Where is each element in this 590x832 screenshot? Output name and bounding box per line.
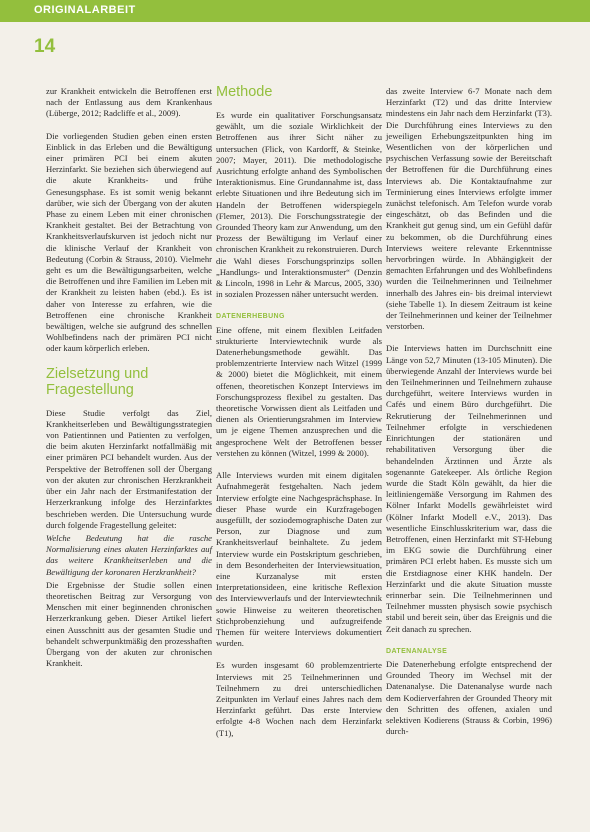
section-banner <box>0 0 590 22</box>
subheading-data-collection: DATENERHEBUNG <box>216 313 285 321</box>
column-1 <box>46 86 212 680</box>
paragraph: Die Ergebnisse der Studie sollen einen theoretischen Beitrag zur Versorgung von Menschen mit einer beginnenden chronischen Herzerkrankung geben. Dieser Artikel liefert einen Ausschnitt aus der gesamten Studie und behandelt schwerpunktmäßig den prozesshaften Übergang von der akuten zur chronischen Krankheit. <box>46 579 212 669</box>
column-2 <box>216 86 382 750</box>
section-label: ORIGINALARBEIT <box>34 4 136 16</box>
subheading-data-analysis: DATENANALYSE <box>386 647 448 655</box>
paragraph: Alle Interviews wurden mit einem digitalen Aufnahmegerät festgehalten. Nach jedem Interview erfolgte eine Nachgesprächsphase. In dieser Phase wurde ein Kurzfragebogen ausgefüllt, der soziodemographische Daten zur Person, zur Diagnose und zum Krankheitsverlauf beinhaltete. Zu jedem Interview wurde ein Postskriptum geschrieben, in dem Besonderheiten der Interviewsituation, eine Kurzanalyse mit ersten Interpretationsideen, eine kritische Reflexion des Interviewverlaufs und der Interviewtechnik sowie Hinweise zu weiteren theoretischen Stichprobenziehung und aufzugreifende Themen für weitere Interviews dokumentiert wurden. <box>216 470 382 649</box>
column-3 <box>386 86 552 748</box>
paragraph: das zweite Interview 6-7 Monate nach dem Herzinfarkt (T2) und das dritte Interview mindestens ein Jahr nach dem Herzinfarkt (T3). Die Durchführung eines Interviews zu den jeweiligen Erhebungszeitpunkten hing im Wesentlichen von der körperlichen und psychischen Verfassung sowie der Bereitschaft der Betroffenen für die Durchführung eines Interviews ab. Die Kontaktaufnahme zur Terminierung eines Interviews erfolgte immer zunächst telefonisch. Am Telefon wurde vorab eingeschätzt, ob das Befinden und die Krankheit gut genug sind, um ein Gefühl dafür zu bekommen, ob die Durchführung eines Interviews weitere relevante Erkenntnisse hervorbringen würde. In Abhängigkeit der gemachten Erfahrungen und des Wohlbefindens wurden die Teilnehmerinnen und Teilnehmer innerhalb des Jahres ein- bis dreimal interviewt (siehe Tabelle 1). In diesem Zeitraum ist keine der Teilnehmerinnen und keiner der Teilnehmer verstorben. <box>386 86 552 332</box>
paragraph: Diese Studie verfolgt das Ziel, Krankheitserleben und Bewältigungsstrategien von Patientinnen und Patienten zu verfolgen, die beim akuten Herzinfarkt notfallmäßig mit einer primären PCI behandelt wurden. Aus der Perspektive der Betroffenen soll der Übergang von der akuten zur chronischen Herzkrankheit über ein Jahr nach der Erstmanifestation der Herzerkrankung infolge des Herzinfarktes beschrieben werden. Die Untersuchung wurde durch folgende Fragestellung geleitet: <box>46 407 212 530</box>
paragraph: Die vorliegenden Studien geben einen ersten Einblick in das Erleben und die Bewältigung einer primären PCI bei einem akuten Herzinfarkt. Sie beziehen sich überwiegend auf die akute Krankheits- und frühe Genesungsphase. Es ist somit wenig bekannt darüber, wie sich der Übergang von der akuten Phase zu einem Leben mit einer chronischen Krankheit gestaltet. Bei der Betrachtung von Krankheitsverlaufskurven ist jedoch nicht nur die klinische Verlauf der Krankheit von Bedeutung (Corbin & Strauss, 2010). Vielmehr geht es um die Bewältigungsarbeiten, welche die Betroffenen und ihre Familien im Leben mit der Krankheit zu leisten haben (ebd.). Es ist daher von Interesse zu erfahren, wie die Betroffenen eine chronische Krankheit bewältigen, welche sie aufgrund des schnellen Wohlbefindens nach der primären PCI nicht oder kaum körperlich erleben. <box>46 130 212 354</box>
paragraph: Es wurden insgesamt 60 problemzentrierte Interviews mit 25 Teilnehmerinnen und Teilnehmern zu drei unterschiedlichen Zeitpunkten im Verlauf eines Jahres nach dem Herzinfarkt geführt. Das erste Interview erfolgte 4-8 Wochen nach dem Herzinfarkt (T1), <box>216 660 382 738</box>
section-heading-objective: Zielsetzung und Fragestellung <box>46 365 149 398</box>
section-heading-method: Methode <box>216 84 273 100</box>
paragraph: Es wurde ein qualitativer Forschungsansatz gewählt, um die soziale Wirklichkeit der Betroffenen aus ihrer Sicht näher zu untersuchen (Flick, von Kardorff, & Steinke, 2007; Mayer, 2011). Die methodologische Ausrichtung erfolgte anhand des Symbolischen Interaktionismus. Eine Grundannahme ist, dass erlebte Situationen und ihre Bedeutung sich im Handeln der Betroffenen widerspiegeln (Flemer, 2013). Die Forschungsstrategie der Grounded Theory kam zur Anwendung, um den Prozess der Bewältigung im Verlauf einer chronischen Krankheit zu rekonstruieren. Durch die Wahl dieses Forschungsprinzips sollen „Handlungs- und Interaktionsmuster“ (Denzin & Lincoln, 1998 in Lehr & Marcus, 2005, 330) in sozialen Prozessen näher untersucht werden. <box>216 110 382 300</box>
paragraph: Eine offene, mit einem flexiblen Leitfaden strukturierte Interviewtechnik wurde als Datenerhebungsmethode gewählt. Das problemzentrierte Interview nach Witzel (1999 & 2000) bietet die Möglichkeit, mit einem offenen, theoretischen Konzept Interviews im Forschungsprozess flexibel zu gestalten. Das theoretische Vorwissen dient als Leitfaden und dienen als Orientierungsrahmen im Interview um je eigene Themen anzusprechen und die angesprochene Welt der Betroffenen besser verstehen zu können (Witzel, 1999 & 2000). <box>216 324 382 458</box>
paragraph: Die Interviews hatten im Durchschnitt eine Länge von 52,7 Minuten (13-105 Minuten). Die überwiegende Anzahl der Interviews wurde bei den Teilnehmerinnen und Teilnehmern zuhause durchgeführt, weitere Interviews wurden in Cafés und einem Büro durchgeführt. Die Rekrutierung der Teilnehmerinnen und Teilnehmer erfolgte in verschiedenen Einrichtungen der stationären und rehabilitativen Versorgung über die behandelnden Ärztinnen und Ärzte als sogenannte Gatekeeper. Als örtliche Region wurde die Stadt Köln gewählt, da hier die leitliniengemäße Versorgung im Rahmen des Kölner Infarkt Modells gewährleistet wird (Kölner Infarkt Modell e.V., 2013). Das wesentliche Einschlusskriterium war, dass die Betroffenen, einen Herzinfarkt mit ST-Hebung im EKG sowie die Durchführung einer primären PCI erlebt haben. Es musste sich um die Erstdiagnose einer KHK handeln. Der Herzinfarkt und die akute Situation musste erinnerbar sein. Die Teilnehmerinnen und Teilnehmer mussten physisch sowie psychisch stabil und bereit sein, über das Ereignis und die Zeit danach zu sprechen. <box>386 343 552 634</box>
paragraph: Die Datenerhebung erfolgte entsprechend der Grounded Theory im Wechsel mit der Datenanalyse. Die Datenanalyse wurde nach dem Kodierverfahren der Grounded Theory mit den Schritten des offenen, axialen und selektiven Kodierens (Strauss & Corbin, 1996) durch- <box>386 658 552 737</box>
research-question: Welche Bedeutung hat die rasche Normalisierung eines akuten Herzinfarktes auf das weitere Krankheitserleben und die Bewältigung der koronaren Herzkrankheit? <box>46 532 212 577</box>
page-number: 14 <box>34 36 56 57</box>
paragraph: zur Krankheit entwickeln die Betroffenen erst nach der Entlassung aus dem Krankenhaus (Lüberge, 2012; Radcliffe et al., 2009). <box>46 86 212 119</box>
